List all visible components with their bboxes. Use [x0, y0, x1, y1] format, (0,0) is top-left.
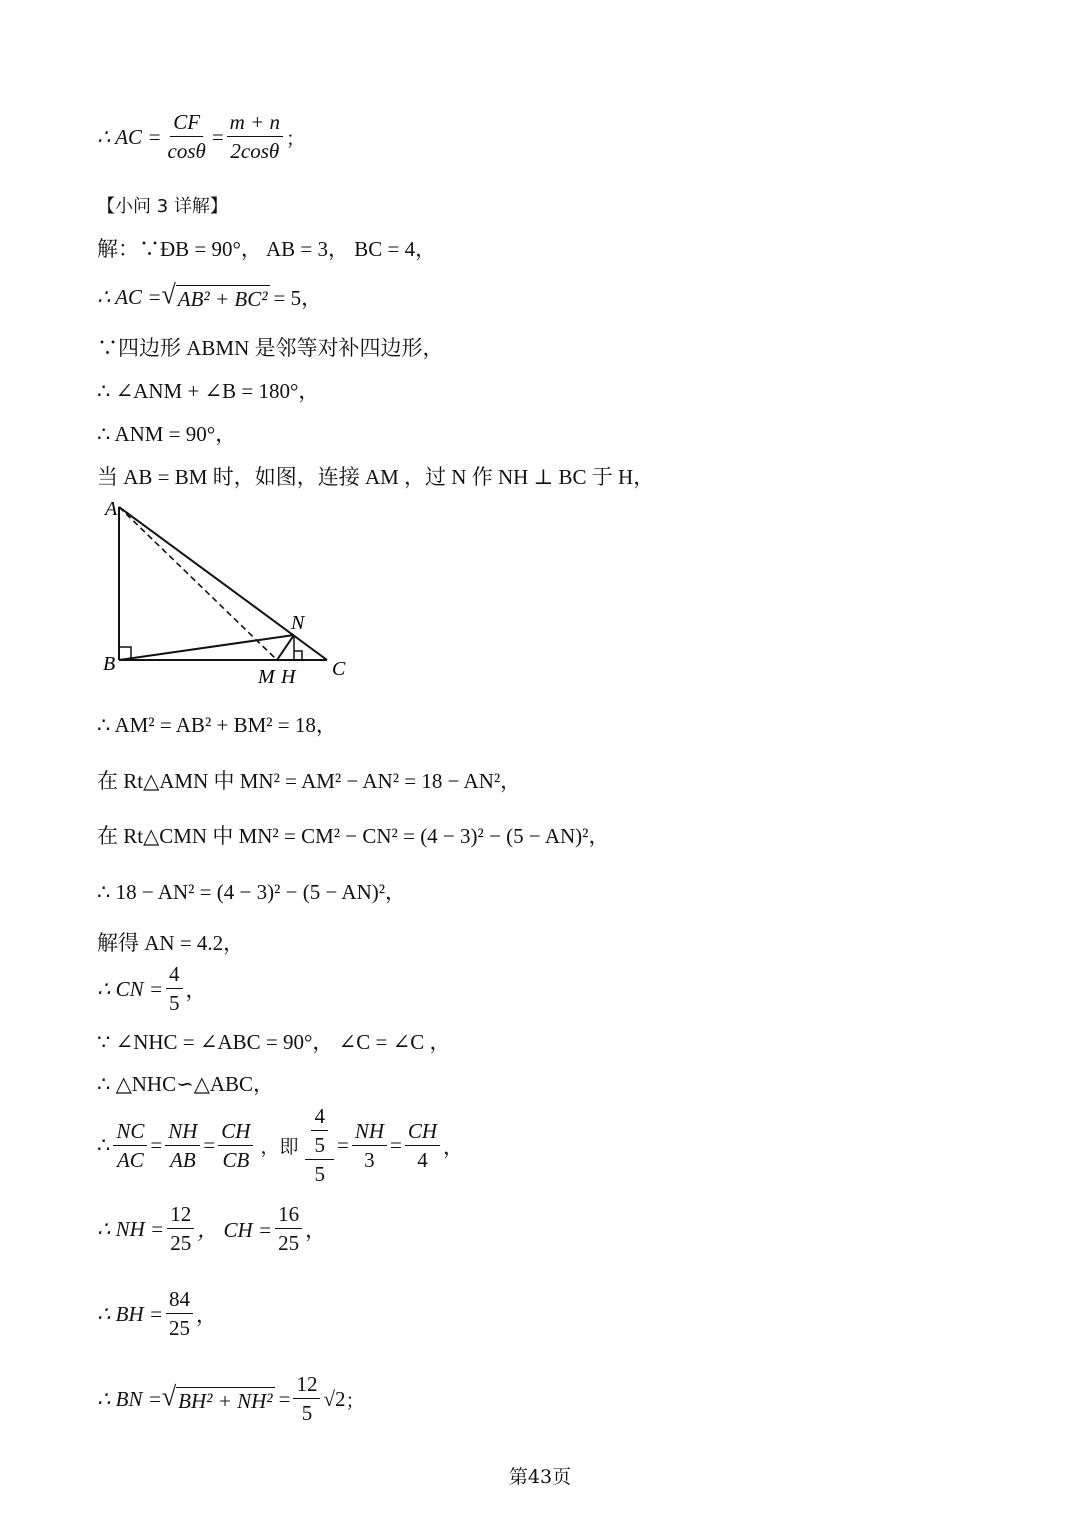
formula-ac-cf	[97, 112, 305, 162]
denominator: 5	[314, 1162, 325, 1186]
punct: ；	[286, 127, 306, 150]
label-h: H	[281, 666, 296, 688]
fraction	[165, 1118, 200, 1172]
denominator: 25	[170, 1231, 192, 1255]
label-m: M	[258, 666, 275, 688]
solution-line-8: 在 Rt△AMN 中 MN² = AM² − AN² = 18 − AN²，	[97, 769, 522, 793]
section-heading: 【小问 3 详解】	[97, 196, 228, 217]
formula-suffix: = 5，	[273, 286, 323, 310]
numerator: 16	[275, 1204, 302, 1229]
numerator: CH	[405, 1121, 440, 1146]
fraction	[405, 1118, 440, 1172]
fraction	[227, 112, 283, 162]
numerator: 4	[311, 1106, 328, 1131]
solution-line-14: ∴ △NHC∽△ABC，	[97, 1072, 275, 1096]
label-a: A	[105, 498, 118, 520]
formula-infix: ， CH =	[197, 1218, 273, 1242]
fraction	[293, 1374, 320, 1424]
fraction	[166, 964, 183, 1014]
denominator: AB	[170, 1147, 196, 1172]
fraction	[166, 1289, 193, 1339]
denominator: 5	[169, 991, 180, 1015]
formula-prefix: ∴ BN =	[97, 1386, 162, 1411]
solution-line-13: ∵ ∠NHC = ∠ABC = 90°， ∠C = ∠C ，	[97, 1030, 451, 1054]
formula-suffix: ，	[185, 978, 207, 1002]
formula-prefix: ∴ AC =	[97, 124, 162, 149]
solution-line-9: 在 Rt△CMN 中 MN² = CM² − CN² = (4 − 3)² − (5 − AN)²，	[97, 824, 610, 848]
formula-prefix: ∴ AC =	[97, 284, 162, 309]
solution-line-2	[97, 279, 323, 312]
fraction	[167, 1204, 194, 1254]
solution-line-3: ∵四边形 ABMN 是邻等对补四边形，	[97, 336, 444, 360]
numerator: NH	[165, 1121, 200, 1146]
equals: =	[211, 124, 224, 149]
fraction	[352, 1118, 387, 1172]
numerator: 12	[167, 1204, 194, 1229]
radicand: AB² + BC²	[177, 287, 268, 311]
label-b: B	[103, 653, 116, 675]
right-angle-h	[294, 651, 302, 660]
numerator: CF	[170, 112, 203, 137]
formula-prefix: ∴ NH =	[97, 1216, 165, 1241]
numerator: 4	[166, 964, 183, 989]
denominator: AC	[116, 1147, 144, 1172]
formula-prefix: ∴ CN =	[97, 976, 164, 1001]
denominator: 3	[364, 1147, 375, 1172]
denominator: 25	[278, 1231, 300, 1255]
denominator: 5	[314, 1133, 325, 1157]
numerator: m + n	[227, 112, 283, 137]
denominator: 25	[169, 1316, 191, 1340]
denominator: 5	[301, 1401, 313, 1425]
solution-line-12	[97, 964, 207, 1014]
numerator: NC	[113, 1121, 147, 1146]
solution-line-5: ∴ ANM = 90°，	[97, 422, 237, 446]
square-root: √ AB² + BC²	[161, 279, 268, 311]
solution-line-6: 当 AB = BM 时，如图，连接 AM ，过 N 作 NH ⊥ BC 于 H，	[97, 465, 655, 489]
numerator: 84	[166, 1289, 193, 1314]
denominator: cosθ	[167, 139, 206, 163]
solution-line-16	[97, 1204, 326, 1254]
radicand: BH² + NH²	[178, 1389, 273, 1413]
formula-prefix: ∴ BH =	[97, 1301, 164, 1326]
fraction	[275, 1204, 302, 1254]
solution-line-10: ∴ 18 − AN² = (4 − 3)² − (5 − AN)²，	[97, 880, 407, 904]
fraction	[218, 1118, 253, 1172]
dashed-am	[119, 507, 277, 660]
denominator: 4	[417, 1147, 428, 1172]
square-root: √ BH² + NH²	[161, 1381, 273, 1413]
fraction	[165, 112, 209, 162]
page-number: 第43页	[508, 1466, 572, 1488]
solution-line-18	[97, 1374, 364, 1424]
denominator: CB	[222, 1147, 250, 1172]
compound-fraction	[305, 1106, 334, 1185]
label-c: C	[332, 658, 346, 680]
segment-mn	[277, 635, 294, 660]
solution-line-1: 解：∵ÐB = 90°， AB = 3， BC = 4，	[97, 237, 437, 261]
formula-suffix: ；	[345, 1389, 365, 1412]
label-n: N	[291, 612, 305, 634]
connector-text: ，即	[260, 1136, 299, 1158]
solution-line-7: ∴ AM² = AB² + BM² = 18，	[97, 713, 337, 737]
segment-bn	[119, 635, 294, 660]
solution-line-4: ∴ ∠ANM + ∠B = 180°，	[97, 379, 320, 403]
formula-suffix: ，	[305, 1218, 327, 1242]
fraction	[311, 1106, 328, 1156]
numerator: NH	[352, 1121, 387, 1146]
numerator	[305, 1106, 334, 1160]
numerator: 12	[293, 1374, 320, 1399]
side-ac	[119, 507, 327, 660]
formula-suffix: ，	[443, 1134, 465, 1159]
formula-prefix: ∴	[97, 1133, 111, 1157]
triangle-figure	[95, 495, 365, 695]
formula-suffix: ，	[196, 1303, 218, 1327]
sqrt-two: √2	[323, 1386, 346, 1411]
solution-line-17	[97, 1289, 217, 1339]
solution-line-11: 解得 AN = 4.2，	[97, 931, 245, 955]
equals: =	[278, 1386, 291, 1411]
solution-line-15: ∴ $\frac{NC}{AC}$ = $\frac{NH}{AB}$ = $\frac{CH}{CB}$ ，即 $\frac{\frac{4}{5}}{5}$ = $\frac{NH}{3}$ = $\frac{CH}{4}$ ，	[97, 1104, 465, 1186]
fraction	[113, 1118, 147, 1172]
numerator: CH	[218, 1121, 253, 1146]
denominator: 2cosθ	[230, 139, 280, 163]
